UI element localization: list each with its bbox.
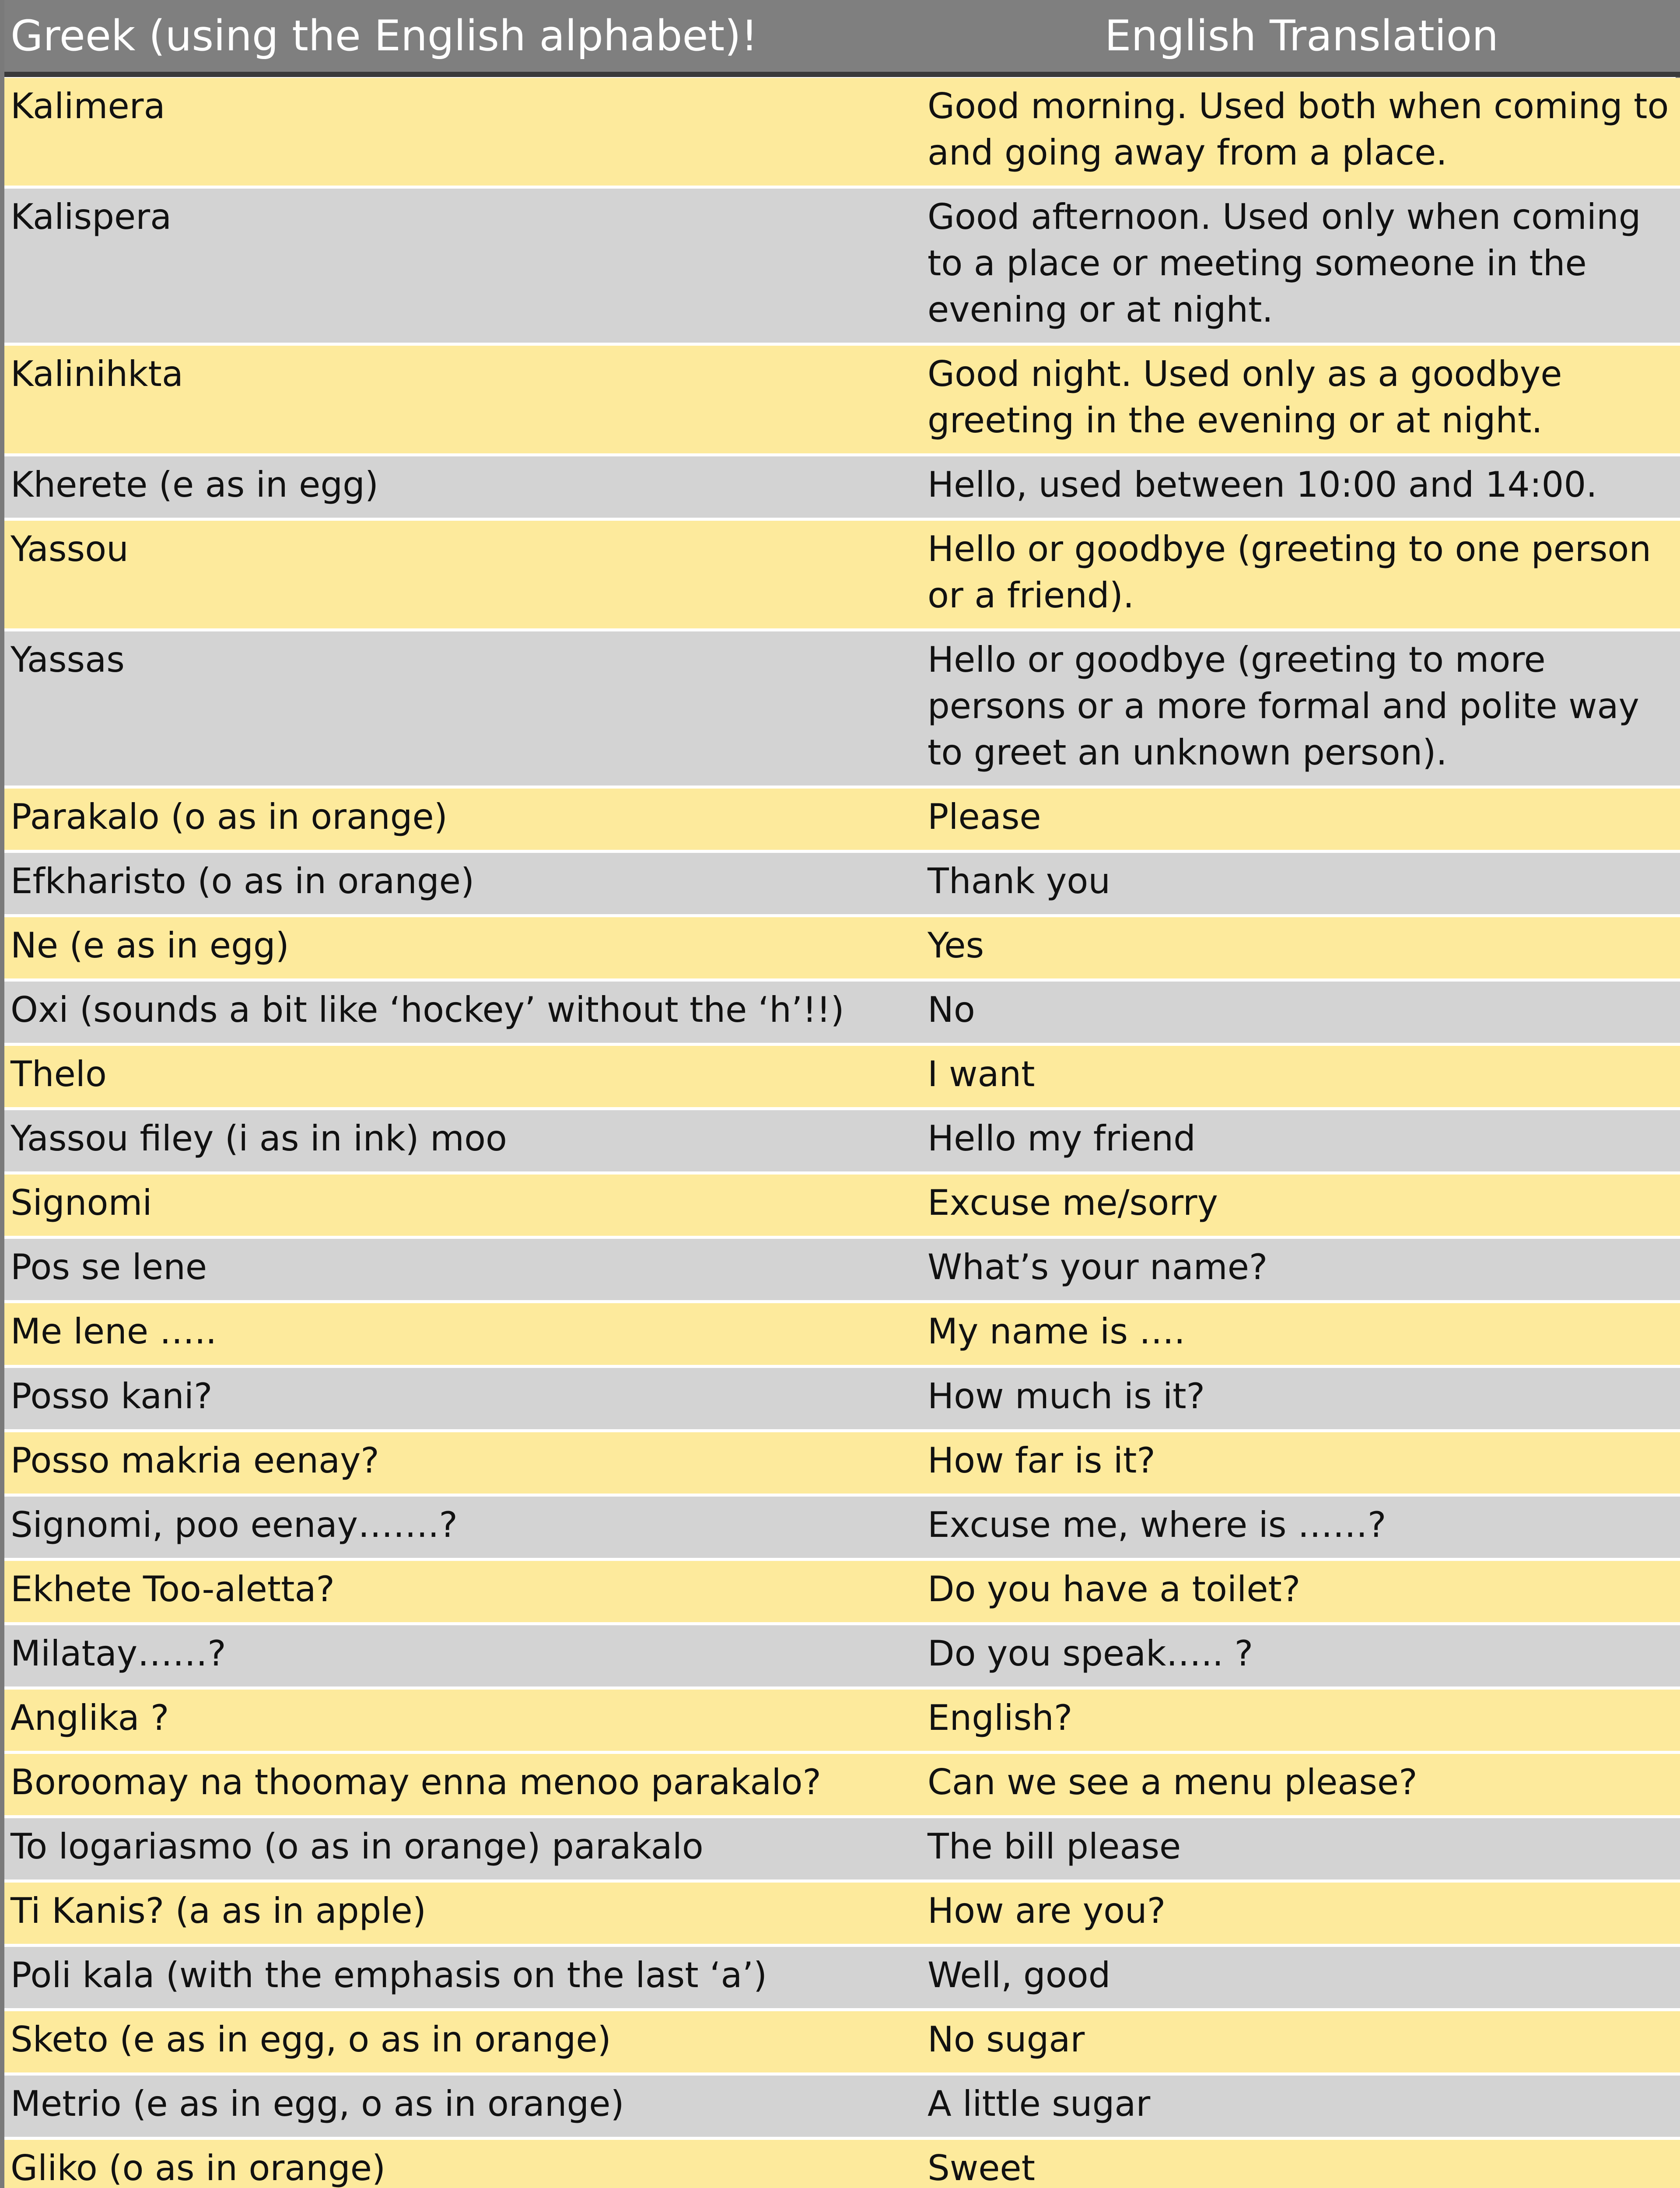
greek-phrase-cell: Me lene …..	[4, 1303, 919, 1368]
english-translation-cell: English?	[919, 1690, 1680, 1754]
english-translation-cell: Yes	[919, 917, 1680, 982]
english-translation-cell: Excuse me, where is ……?	[919, 1497, 1680, 1561]
greek-phrase-cell: Ne (e as in egg)	[4, 917, 919, 982]
english-translation-cell: Hello, used between 10:00 and 14:00.	[919, 456, 1680, 521]
greek-phrase-cell: Posso makria eenay?	[4, 1432, 919, 1497]
greek-phrase-cell: To logariasmo (o as in orange) parakalo	[4, 1818, 919, 1883]
english-translation-cell: Good night. Used only as a goodbye greeting in the evening or at night.	[919, 346, 1680, 456]
greek-phrase-cell: Anglika ?	[4, 1690, 919, 1754]
english-translation-cell: I want	[919, 1046, 1680, 1110]
greek-phrase-cell: Yassou filey (i as in ink) moo	[4, 1110, 919, 1175]
english-translation-cell: No sugar	[919, 2011, 1680, 2076]
english-translation-cell: Thank you	[919, 853, 1680, 917]
english-translation-cell: Hello or goodbye (greeting to one person or a friend).	[919, 521, 1680, 631]
greek-phrase-cell: Yassas	[4, 631, 919, 789]
greek-phrase-cell: Metrio (e as in egg, o as in orange)	[4, 2076, 919, 2140]
greek-phrase-cell: Parakalo (o as in orange)	[4, 789, 919, 853]
greek-phrase-cell: Ti Kanis? (a as in apple)	[4, 1883, 919, 1947]
english-translation-cell: Good morning. Used both when coming to and going away from a place.	[919, 78, 1680, 189]
greek-phrase-cell: Milatay……?	[4, 1625, 919, 1690]
greek-phrase-cell: Signomi, poo eenay…….?	[4, 1497, 919, 1561]
english-translation-cell: Hello my friend	[919, 1110, 1680, 1175]
english-translation-cell: How are you?	[919, 1883, 1680, 1947]
header-greek: Greek (using the English alphabet)!	[4, 0, 919, 77]
english-translation-cell: No	[919, 982, 1680, 1046]
greek-phrase-cell: Kalispera	[4, 189, 919, 346]
english-translation-cell: Good afternoon. Used only when coming to a place or meeting someone in the evening or at night.	[919, 189, 1680, 346]
greek-phrase-cell: Yassou	[4, 521, 919, 631]
english-translation-cell: Sweet	[919, 2140, 1680, 2188]
greek-phrase-cell: Poli kala (with the emphasis on the last ‘a’)	[4, 1947, 919, 2011]
english-translation-cell: Excuse me/sorry	[919, 1175, 1680, 1239]
header-english: English Translation	[919, 0, 1680, 77]
greek-phrase-cell: Posso kani?	[4, 1368, 919, 1432]
greek-phrase-cell: Pos se lene	[4, 1239, 919, 1303]
greek-phrase-cell: Kalimera	[4, 78, 919, 189]
english-translation-cell: Do you speak….. ?	[919, 1625, 1680, 1690]
english-translation-cell: Hello or goodbye (greeting to more persons or a more formal and polite way to greet an unknown person).	[919, 631, 1680, 789]
english-translation-cell: How far is it?	[919, 1432, 1680, 1497]
english-translation-cell: Well, good	[919, 1947, 1680, 2011]
english-translation-cell: Do you have a toilet?	[919, 1561, 1680, 1625]
greek-phrase-cell: Signomi	[4, 1175, 919, 1239]
english-translation-cell: My name is ….	[919, 1303, 1680, 1368]
greek-phrase-cell: Sketo (e as in egg, o as in orange)	[4, 2011, 919, 2076]
english-translation-cell: Can we see a menu please?	[919, 1754, 1680, 1818]
english-translation-cell: A little sugar	[919, 2076, 1680, 2140]
english-translation-cell: What’s your name?	[919, 1239, 1680, 1303]
greek-phrase-cell: Oxi (sounds a bit like ‘hockey’ without the ‘h’!!)	[4, 982, 919, 1046]
greek-phrase-cell: Kherete (e as in egg)	[4, 456, 919, 521]
greek-phrase-cell: Thelo	[4, 1046, 919, 1110]
english-translation-cell: How much is it?	[919, 1368, 1680, 1432]
english-translation-cell: The bill please	[919, 1818, 1680, 1883]
greek-phrase-cell: Kalinihkta	[4, 346, 919, 456]
greek-phrase-cell: Gliko (o as in orange)	[4, 2140, 919, 2188]
greek-phrase-cell: Efkharisto (o as in orange)	[4, 853, 919, 917]
greek-phrase-cell: Boroomay na thoomay enna menoo parakalo?	[4, 1754, 919, 1818]
greek-phrase-cell: Ekhete Too-aletta?	[4, 1561, 919, 1625]
english-translation-cell: Please	[919, 789, 1680, 853]
